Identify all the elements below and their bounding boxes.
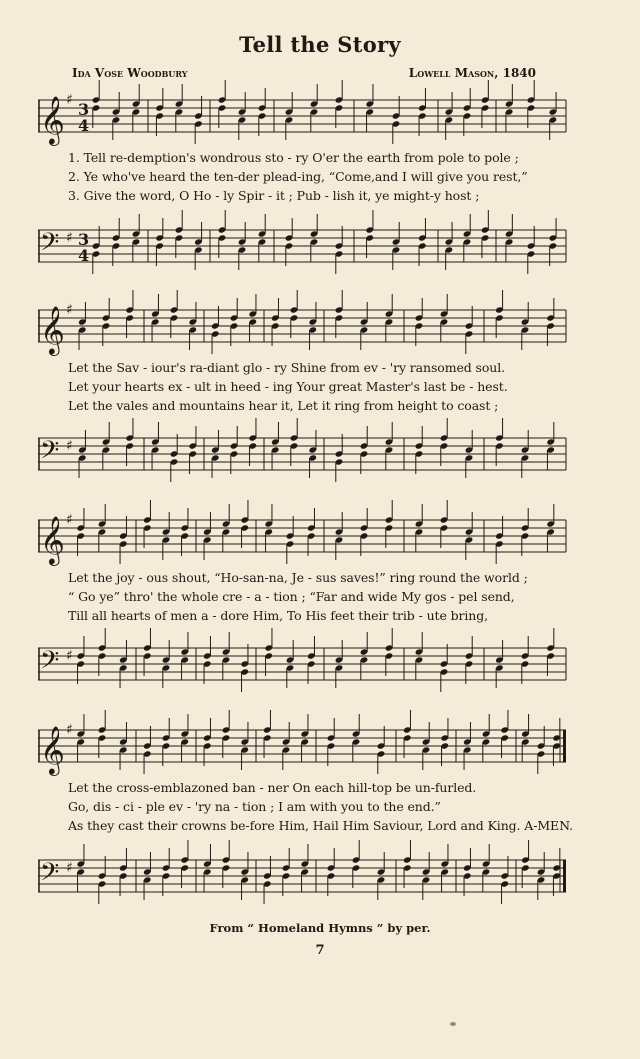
paper-stain xyxy=(450,1022,456,1026)
key-sharp-icon: ♯ xyxy=(66,302,73,318)
treble-clef-icon: 𝄞 xyxy=(40,725,65,774)
lyric-line: Go, dis - ci - ple ev - 'ry na - tion ; I am with you to the end.” xyxy=(68,799,441,814)
lyric-line: 1. Tell re-demption's wondrous sto - ry O'er the earth from pole to pole ; xyxy=(68,150,519,165)
time-signature-bottom: 4 xyxy=(78,116,90,135)
lyric-line: Let the Sav - iour's ra-diant glo - ry Shine from ev - 'ry ransomed soul. xyxy=(68,360,505,375)
hymn-title: Tell the Story xyxy=(239,32,401,57)
staff-svg xyxy=(38,300,566,360)
lyrics-block-4 xyxy=(68,778,573,835)
lyric-line: As they cast their crowns be-fore Him, Hail Him Saviour, Lord and King. A-MEN. xyxy=(68,818,573,833)
treble-staff-2 xyxy=(38,300,566,360)
key-sharp-icon: ♯ xyxy=(66,860,73,876)
treble-staff-1 xyxy=(38,90,566,150)
lyric-line: Let the cross-emblazoned ban - ner On each hill-top be un-furled. xyxy=(68,780,477,795)
bass-clef-icon: 𝄢 xyxy=(40,646,60,681)
time-signature-top: 3 xyxy=(78,100,90,119)
lyric-line: Let the joy - ous shout, “Ho-san-na, Je - sus saves!” ring round the world ; xyxy=(68,570,528,585)
composer-credit: Lowell Mason, 1840 xyxy=(408,66,536,80)
bass-clef-icon: 𝄢 xyxy=(40,228,60,263)
bass-staff-1 xyxy=(38,220,566,280)
key-sharp-icon: ♯ xyxy=(66,230,73,246)
bass-staff-2 xyxy=(38,428,566,488)
page-number: 7 xyxy=(315,943,325,958)
key-sharp-icon: ♯ xyxy=(66,512,73,528)
lyric-line: Let the vales and mountains hear it, Let it ring from height to coast ; xyxy=(68,398,499,413)
treble-staff-3 xyxy=(38,510,566,570)
lyric-line: Let your hearts ex - ult in heed - ing Your great Master's last be - hest. xyxy=(68,379,508,394)
treble-clef-icon: 𝄞 xyxy=(40,95,65,144)
staff-svg xyxy=(38,720,566,780)
lyrics-block-2 xyxy=(68,358,568,415)
source-note: From “ Homeland Hymns ” by per. xyxy=(209,921,431,935)
lyrics-block-1 xyxy=(68,148,568,205)
lyric-line: 2. Ye who've heard the ten-der plead-ing, “Come,and I will give you rest,” xyxy=(68,169,528,184)
time-signature-bottom: 4 xyxy=(78,246,90,265)
staff-svg xyxy=(38,638,566,698)
key-sharp-icon: ♯ xyxy=(66,92,73,108)
time-signature-top: 3 xyxy=(78,230,90,249)
lyric-line: Till all hearts of men a - dore Him, To His feet their trib - ute bring, xyxy=(68,608,489,623)
lyric-line: 3. Give the word, O Ho - ly Spir - it ; Pub - lish it, ye might-y host ; xyxy=(68,188,480,203)
staff-svg xyxy=(38,428,566,488)
key-sharp-icon: ♯ xyxy=(66,722,73,738)
bass-clef-icon: 𝄢 xyxy=(40,436,60,471)
treble-staff-4 xyxy=(38,720,566,780)
treble-clef-icon: 𝄞 xyxy=(40,515,65,564)
staff-svg xyxy=(38,510,566,570)
key-sharp-icon: ♯ xyxy=(66,648,73,664)
staff-svg xyxy=(38,220,566,280)
author-credit: Ida Vose Woodbury xyxy=(72,66,188,80)
bass-staff-4 xyxy=(38,850,566,910)
key-sharp-icon: ♯ xyxy=(66,438,73,454)
treble-clef-icon: 𝄞 xyxy=(40,305,65,354)
staff-svg xyxy=(38,850,566,910)
lyrics-block-3 xyxy=(68,568,568,625)
bass-clef-icon: 𝄢 xyxy=(40,858,60,893)
staff-svg xyxy=(38,90,566,150)
lyric-line: “ Go ye” thro' the whole cre - a - tion ; “Far and wide My gos - pel send, xyxy=(68,589,515,604)
bass-staff-3 xyxy=(38,638,566,698)
